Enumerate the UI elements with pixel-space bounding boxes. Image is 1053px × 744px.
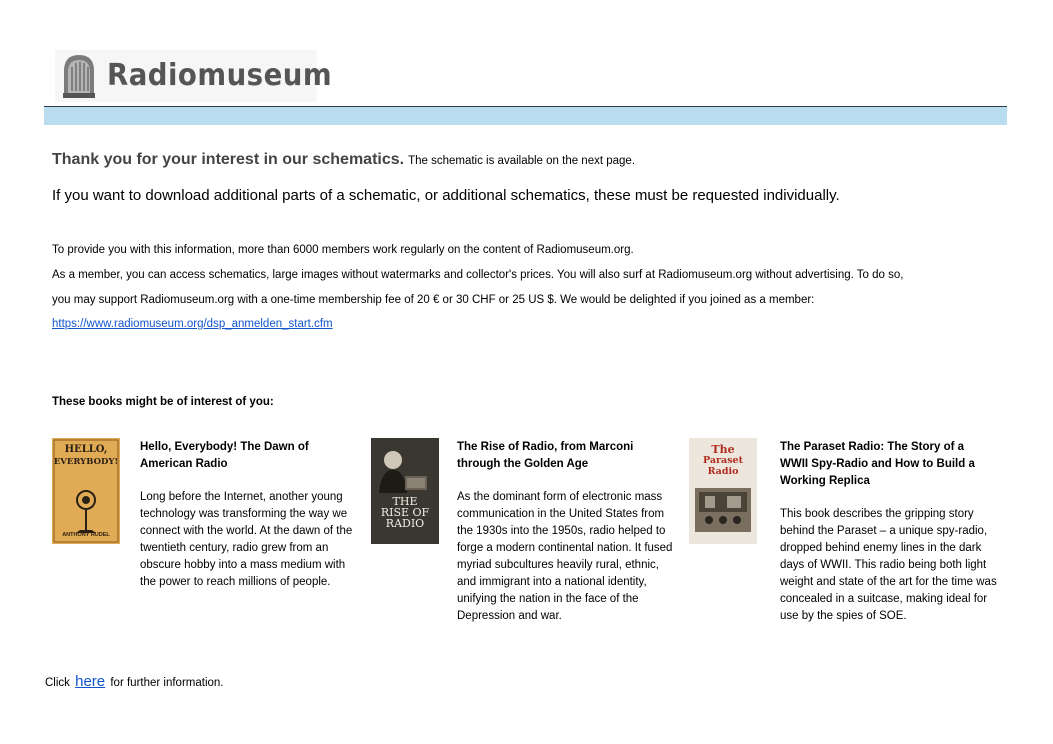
thanks-subtext: The schematic is available on the next page. <box>408 155 636 167</box>
book-title-1: Hello, Everybody! The Dawn of American Radio <box>140 441 309 470</box>
radiomuseum-logo[interactable] <box>55 50 333 102</box>
radio-logo-icon <box>60 53 98 99</box>
book-title-2: The Rise of Radio, from Marconi through the Golden Age <box>457 441 634 470</box>
book-description-1: Long before the Internet, another young technology was transforming the way we connect with the world. At the dawn of the twentieth century, radio grew from an obscure hobby into a mass medium with the power to reach millions of people. <box>140 491 353 588</box>
footer-note <box>45 673 224 690</box>
cover-author: ANTHONY RUDEL <box>62 532 110 538</box>
footer-suffix: for further information. <box>110 677 224 689</box>
cover-title-line-1: HELLO, <box>64 444 108 455</box>
book-description-3: This book describes the gripping story behind the Paraset – a unique spy-radio, dropped behind enemy lines in the dark days of WWII. This radio being both light weight and state of the art for the time was concealed in a suitcase, making ideal for use by the spies of SOE. <box>780 508 997 622</box>
footer-here-link[interactable]: here <box>75 673 106 690</box>
book-title-3: The Paraset Radio: The Story of a WWII Spy-Radio and How to Build a Working Replica <box>780 441 975 487</box>
book-cover-hello-everybody[interactable] <box>52 438 120 544</box>
cover-title-line-3: RADIO <box>385 517 425 530</box>
book-cover-rise-of-radio[interactable] <box>371 438 439 544</box>
cover-title-line-2: Paraset Radio <box>703 455 743 477</box>
book-description-2: As the dominant form of electronic mass communication in the United States from the 1930s into the 1950s, radio helped to forge a modern continental nation. It fused myriad subcultures heavily rural, ethnic, and immigrant into a national identity, unifying the nation in the face of the Depression and war. <box>457 491 673 622</box>
logo-text: Radiomuseum <box>107 58 333 93</box>
membership-link[interactable]: https://www.radiomuseum.org/dsp_anmelden_start.cfm <box>52 318 333 330</box>
radio-set-illustration <box>689 438 757 544</box>
cover-title-line-2: RISE OF <box>380 506 430 519</box>
thanks-heading-text: Thank you for your interest in our schematics. <box>52 151 405 168</box>
thanks-heading <box>52 151 635 169</box>
book-cover-paraset-radio[interactable] <box>689 438 757 544</box>
membership-line-1: To provide you with this information, more than 6000 members work regularly on the content of Radiomuseum.org. <box>52 244 634 256</box>
footer-prefix: Click <box>45 677 70 689</box>
books-heading: These books might be of interest of you: <box>52 396 274 408</box>
cover-title-line-2: EVERYBODY! <box>53 457 119 467</box>
header-band <box>44 107 1007 125</box>
cover-title-line-1: THE <box>392 495 418 508</box>
additional-note: If you want to download additional parts of a schematic, or additional schematics, these must be requested individually. <box>52 187 840 204</box>
cover-title-line-1: The <box>711 443 735 456</box>
membership-line-2: As a member, you can access schematics, large images without watermarks and collector's prices. You will also surf at Radiomuseum.org without advertising. To do so, <box>52 269 904 281</box>
membership-line-3: you may support Radiomuseum.org with a one-time membership fee of 20 € or 30 CHF or 25 US $. We would be delighted if you joined as a member: <box>52 294 815 306</box>
